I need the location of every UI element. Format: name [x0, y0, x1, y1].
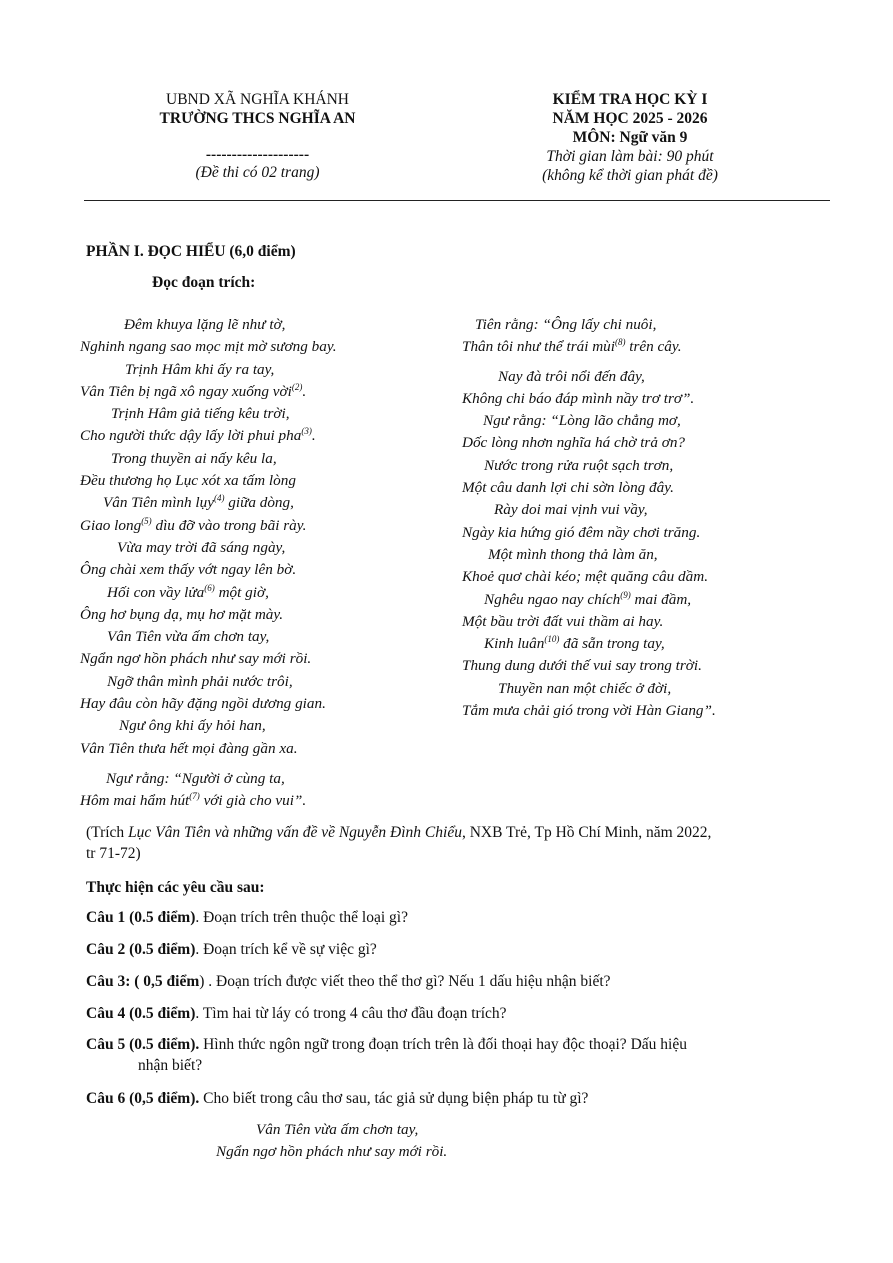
tasks-title: Thực hiện các yêu cầu sau:	[86, 879, 265, 896]
poem-line	[80, 648, 400, 670]
district-name: UBND XÃ NGHĨA KHÁNH	[166, 91, 349, 108]
poem-left-column	[80, 314, 400, 813]
poem-line	[462, 633, 822, 655]
citation-pages: tr 71-72)	[86, 845, 141, 862]
footnote-marker: (2)	[291, 381, 303, 392]
source-citation	[86, 822, 826, 864]
question-label: Câu 6 (0,5 điểm).	[86, 1090, 200, 1107]
verse-text: Thuyền nan một chiếc ở đời,	[498, 679, 672, 697]
poem-line	[462, 388, 822, 410]
verse-text: Ngư rằng: “Lòng lão chẳng mơ,	[483, 412, 681, 430]
poem-line	[462, 477, 822, 499]
question-1	[86, 907, 408, 928]
pages-note: (Đề thi có 02 trang)	[195, 164, 320, 181]
school-name: TRƯỜNG THCS NGHĨA AN	[159, 110, 356, 127]
footnote-marker: (3)	[301, 426, 312, 437]
poem-line	[80, 448, 400, 470]
verse-text: Đêm khuya lặng lẽ như tờ,	[124, 316, 286, 333]
question-label: Câu 3: ( 0,5 điểm	[86, 973, 200, 990]
question-6	[86, 1088, 588, 1109]
footnote-marker: (8)	[615, 337, 626, 348]
quoted-verse	[216, 1119, 447, 1164]
poem-line	[80, 768, 400, 790]
verse-text: Một mình thong thả làm ăn,	[488, 545, 658, 563]
poem-line	[80, 582, 400, 604]
poem-line	[462, 455, 822, 477]
question-text: . Đoạn trích kể về sự việc gì?	[195, 941, 377, 958]
verse-text: giữa dòng,	[224, 494, 294, 512]
verse-text: Nghêu ngao nay chích	[484, 590, 621, 608]
question-label: Câu 2 (0.5 điểm)	[86, 941, 196, 958]
poem-line	[80, 537, 400, 559]
verse-text: mai đầm,	[630, 590, 692, 608]
verse-text: Nay đà trôi nổi đến đây,	[498, 367, 645, 385]
verse-text: Không chi báo đáp mình nầy trơ trơ”.	[462, 389, 695, 407]
exam-title: KIỂM TRA HỌC KỲ I	[552, 91, 708, 108]
verse-text: Cho người thức dậy lấy lời phui pha	[80, 427, 302, 445]
subject-line	[495, 128, 765, 147]
verse-text: Một bầu trời đất vui thầm ai hay.	[462, 612, 664, 630]
question-text: Hình thức ngôn ngữ trong đoạn trích trên là đối thoại hay độc thoại? Dấu hiệu	[199, 1036, 687, 1053]
poem-line	[462, 499, 822, 521]
verse-text: Một câu danh lợi chi sờn lòng đây.	[462, 479, 674, 497]
question-5-continuation: nhận biết?	[138, 1057, 203, 1074]
poem-line	[80, 515, 400, 537]
question-label: Câu 5 (0.5 điểm).	[86, 1036, 200, 1053]
poem-line	[80, 403, 400, 425]
verse-text: một giờ,	[214, 583, 269, 601]
verse-text: Hay đâu còn hãy đặng ngồi dương gian.	[80, 695, 326, 713]
poem-line	[462, 314, 822, 336]
verse-text: Ngẩn ngơ hồn phách như say mới rồi.	[80, 650, 312, 668]
header-dashes: --------------------	[205, 146, 310, 163]
poem-line	[80, 790, 400, 812]
poem-line	[80, 470, 400, 492]
exam-time-note: (không kể thời gian phát đề)	[542, 167, 718, 184]
verse-text: .	[302, 382, 307, 400]
verse-text: dìu đỡ vào trong bãi rày.	[151, 516, 307, 534]
citation-prefix: (Trích	[86, 824, 129, 841]
verse-text: với già cho vui”.	[199, 792, 307, 810]
section-title: PHẦN I. ĐỌC HIỂU (6,0 điểm)	[86, 243, 296, 260]
header-left	[145, 90, 370, 182]
poem-line	[462, 589, 822, 611]
poem-line	[462, 544, 822, 566]
verse-text: Nghinh ngang sao mọc mịt mờ sương bay.	[80, 338, 337, 356]
poem-line	[80, 359, 400, 381]
poem-line	[80, 425, 400, 447]
footnote-marker: (10)	[544, 634, 560, 645]
poem-line	[80, 559, 400, 581]
question-text: . Tìm hai từ láy có trong 4 câu thơ đầu đoạn trích?	[195, 1005, 507, 1022]
verse-text: Ông hơ bụng dạ, mụ hơ mặt mày.	[80, 605, 284, 623]
poem-line	[462, 366, 822, 388]
school-year: NĂM HỌC 2025 - 2026	[552, 110, 708, 127]
verse-text: Trịnh Hâm khi ấy ra tay,	[125, 360, 275, 378]
exam-time: Thời gian làm bài: 90 phút	[546, 148, 714, 165]
question-text: ) . Đoạn trích được viết theo thể thơ gì? Nếu 1 dấu hiệu nhận biết?	[199, 973, 611, 990]
citation-suffix: , NXB Trẻ, Tp Hồ Chí Minh, năm 2022,	[461, 824, 712, 841]
poem-line	[462, 678, 822, 700]
verse-text: Rày doi mai vịnh vui vầy,	[494, 501, 648, 519]
verse-text: Hối con vầy lửa	[107, 583, 205, 601]
header-divider	[84, 200, 830, 201]
question-5	[86, 1034, 687, 1055]
header-right	[495, 90, 765, 185]
poem-line	[80, 492, 400, 514]
poem-line	[80, 738, 400, 760]
poem-line	[462, 432, 822, 454]
verse-text: Ngư ông khi ấy hỏi han,	[119, 717, 266, 735]
poem-line	[462, 611, 822, 633]
question-text: Cho biết trong câu thơ sau, tác giả sử dụng biện pháp tu từ gì?	[199, 1090, 589, 1107]
verse-text: Đều thương họ Lục xót xa tấm lòng	[80, 472, 296, 490]
poem-line	[80, 693, 400, 715]
verse-text: Vân Tiên thưa hết mọi đàng gần xa.	[80, 739, 298, 757]
footnote-marker: (6)	[204, 582, 215, 593]
footnote-marker: (7)	[189, 791, 200, 802]
verse-text: Nước trong rửa ruột sạch trơn,	[484, 456, 674, 474]
verse-text: .	[311, 427, 316, 445]
citation-book: Lục Vân Tiên và những vấn đề về Nguyễn Đình Chiểu	[128, 824, 462, 841]
verse-text: Tắm mưa chải gió trong vời Hàn Giang”.	[462, 702, 716, 720]
footnote-marker: (4)	[213, 493, 225, 504]
poem-line	[80, 604, 400, 626]
poem-right-column	[462, 314, 822, 722]
poem-line	[462, 700, 822, 722]
question-label: Câu 1 (0.5 điểm)	[86, 909, 196, 926]
quoted-line: Ngẩn ngơ hồn phách như say mới rồi.	[216, 1143, 448, 1161]
verse-text: Thân tôi như thể trái mùi	[462, 338, 615, 356]
verse-text: Trịnh Hâm giả tiếng kêu trời,	[111, 405, 290, 423]
poem-line	[80, 671, 400, 693]
verse-text: Tiên rằng: “Ông lấy chi nuôi,	[475, 316, 657, 333]
poem-line	[80, 626, 400, 648]
verse-text: Giao long	[80, 516, 142, 534]
verse-text: Kinh luân	[484, 635, 545, 653]
poem-line	[462, 655, 822, 677]
verse-text: Khoẻ quơ chài kéo; mệt quăng câu dầm.	[462, 568, 708, 586]
poem-line	[80, 336, 400, 358]
footnote-marker: (9)	[620, 589, 631, 600]
question-label: Câu 4 (0.5 điểm)	[86, 1005, 196, 1022]
question-2	[86, 939, 377, 960]
verse-text: đã sẵn trong tay,	[559, 635, 665, 653]
verse-text: Ngư rằng: “Người ở cùng ta,	[106, 769, 285, 787]
verse-text: Vừa may trời đã sáng ngày,	[117, 538, 286, 556]
verse-text: Ông chài xem thấy vớt ngay lên bờ.	[80, 561, 297, 579]
poem-line	[462, 522, 822, 544]
verse-text: Vân Tiên vừa ấm chơn tay,	[107, 628, 270, 646]
reading-instruction: Đọc đoạn trích:	[152, 274, 256, 291]
verse-text: Vân Tiên mình lụy	[103, 494, 214, 512]
question-text: . Đoạn trích trên thuộc thể loại gì?	[195, 909, 408, 926]
verse-text: Ngỡ thân mình phải nước trôi,	[107, 672, 293, 690]
poem-line	[80, 314, 400, 336]
verse-text: Ngày kia hứng gió đêm nầy chơi trăng.	[462, 523, 701, 541]
poem-line	[462, 336, 822, 358]
question-4	[86, 1003, 507, 1024]
poem-line	[462, 410, 822, 432]
verse-text: Hôm mai hẩm hút	[80, 792, 190, 810]
verse-text: Dốc lòng nhơn nghĩa há chờ trả ơn?	[462, 434, 686, 452]
subject-label: MÔN:	[572, 129, 616, 146]
verse-text: trên cây.	[625, 338, 682, 356]
footnote-marker: (5)	[141, 515, 152, 526]
poem-line	[462, 566, 822, 588]
poem-line	[80, 715, 400, 737]
verse-text: Trong thuyền ai nấy kêu la,	[111, 449, 277, 467]
subject-value: Ngữ văn 9	[619, 129, 688, 146]
poem-line	[80, 381, 400, 403]
verse-text: Vân Tiên bị ngã xô ngay xuống vời	[80, 382, 292, 400]
verse-text: Thung dung dưới thế vui say trong trời.	[462, 657, 702, 675]
quoted-line: Vân Tiên vừa ấm chơn tay,	[256, 1121, 419, 1138]
question-3	[86, 971, 611, 992]
